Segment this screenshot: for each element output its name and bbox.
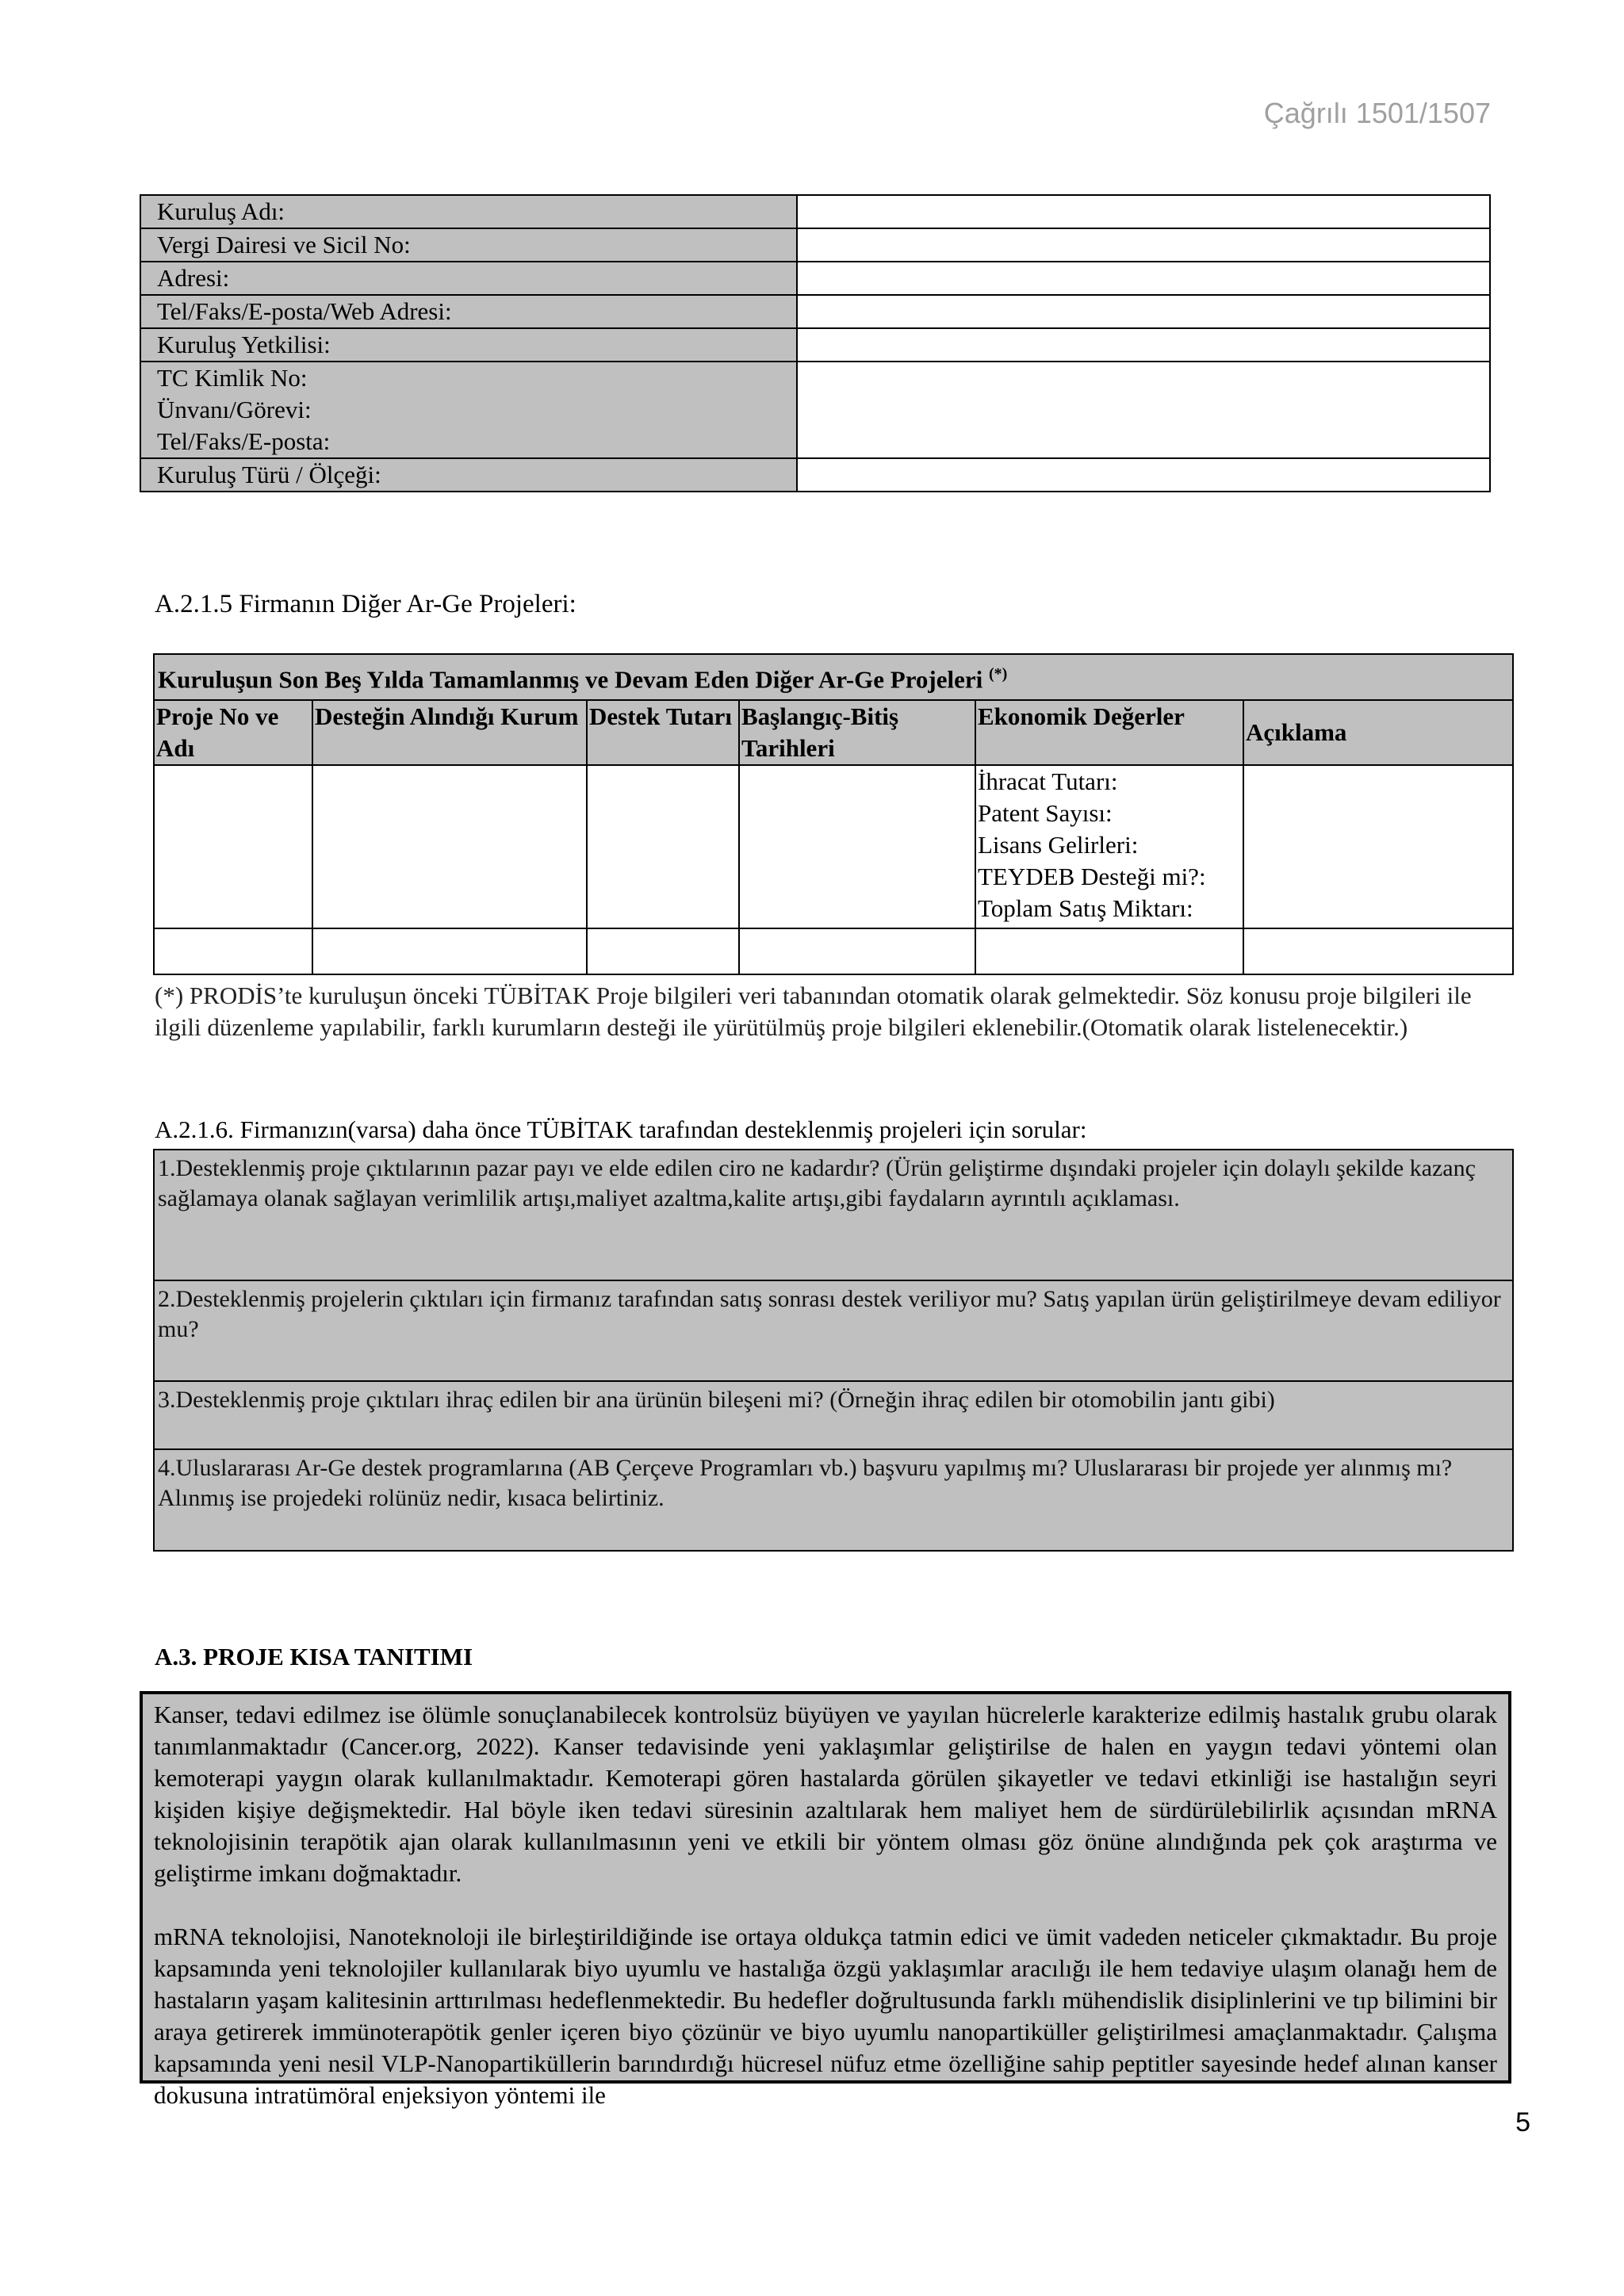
economic-value-label: İhracat Tutarı:: [978, 767, 1118, 795]
kurulus-label: Tel/Faks/E-posta/Web Adresi:: [140, 295, 797, 328]
table-cell[interactable]: [975, 928, 1243, 974]
question-1-text-cont: sağlamaya olanak sağlayan verimlilik artışı,maliyet azaltma,kalite artışı,gibi faydaların ayrıntılı açıklaması.: [158, 1185, 1180, 1211]
kurulus-label-group: [140, 362, 797, 458]
projects-table-title-cell: [154, 654, 1513, 700]
projects-table-title: Kuruluşun Son Beş Yılda Tamamlanmış ve Devam Eden Diğer Ar-Ge Projeleri: [158, 665, 983, 694]
kurulus-label: Tel/Faks/E-posta:: [157, 427, 331, 455]
col-header-dates: Başlangıç-Bitiş Tarihleri: [739, 700, 975, 765]
page-number: 5: [1515, 2107, 1530, 2137]
projects-table-title-note: (*): [989, 665, 1008, 683]
section-heading-a215: A.2.1.5 Firmanın Diğer Ar-Ge Projeleri:: [155, 590, 576, 618]
table-cell[interactable]: [739, 928, 975, 974]
kurulus-value-cell[interactable]: [797, 262, 1490, 295]
project-summary-box[interactable]: [140, 1691, 1511, 2109]
tubitak-questions-table: [153, 1149, 1514, 1552]
table-cell[interactable]: [739, 765, 975, 928]
call-header-label: Çağrılı 1501/1507: [1263, 97, 1491, 129]
kurulus-label: Vergi Dairesi ve Sicil No:: [140, 228, 797, 262]
question-1-text: 1.Desteklenmiş proje çıktılarının pazar payı ve elde edilen ciro ne kadardır? (Ürün geliştirme dışındaki projeler için dolaylı şekilde kazanç: [158, 1155, 1476, 1181]
summary-paragraph-1: Kanser, tedavi edilmez ise ölümle sonuçlanabilecek kontrolsüz büyüyen ve yayılan hücrelerle karakterize edilmiş hastalık grubu olarak tanımlanmaktadır (Cancer.org, 2022). Kanser tedavisinde yeni yaklaşımlar geliştirilse de halen en yaygın tedavi yöntemi olan kemoterapi yaygın olarak kullanılmaktadır. Kemoterapi gören hastalarda görülen şikayetler ve tedavi etkinliği ise hastalığın seyri kişiden kişiye değişmektedir. Hal böyle iken tedavi süresinin azaltılarak hem maliyet hem de sürdürülebilirlik açısından mRNA teknolojisinin terapötik ajan olarak kullanılmasının yeni ve etkili bir yöntem olması göz önüne alındığında pek çok araştırma ve geliştirme imkanı doğmaktadır.: [154, 1701, 1497, 1887]
table-cell[interactable]: [587, 928, 739, 974]
question-4-cell[interactable]: [154, 1449, 1513, 1551]
economic-value-label: TEYDEB Desteği mi?:: [978, 863, 1206, 890]
question-2-cell[interactable]: [154, 1280, 1513, 1381]
table-cell[interactable]: [312, 765, 587, 928]
table-cell[interactable]: [154, 928, 312, 974]
projects-footnote: (*) PRODİS’te kuruluşun önceki TÜBİTAK Proje bilgileri veri tabanından otomatik olarak gelmektedir. Söz konusu proje bilgileri ile ilgili düzenleme yapılabilir, farklı kurumların desteği ile yürütülmüş proje bilgileri eklenebilir.(Otomatik olarak listelenecektir.): [155, 982, 1472, 1041]
kurulus-label: Kuruluş Yetkilisi:: [140, 328, 797, 362]
summary-paragraph-2: mRNA teknolojisi, Nanoteknoloji ile birleştirildiğinde ise ortaya oldukça tatmin edici ve ümit vadeden neticeler çıkmaktadır. Bu proje kapsamında yeni teknolojiler kullanılarak biyo uyumlu ve hastalığa özgü yaklaşımlar aracılığı ile hem tedaviye ulaşım olanağı hem de hastaların yaşam kalitesinin arttırılması hedeflenmektedir. Bu hedefler doğrultusunda farklı mühendislik disiplinlerini ve tıp bilimini bir araya getirerek immünoterapötik genler içeren biyo çözünür ve biyo uyumlu nanopartiküller geliştirilmesi amaçlanmaktadır. Çalışma kapsamında yeni nesil VLP-Nanopartiküllerin barındırdığı hücresel nüfuz etme özelliğine sahip peptitler sayesinde hedef alınan kanser dokusuna intratümöral enjeksiyon yöntemi ile: [154, 1923, 1497, 2109]
kurulus-value-cell[interactable]: [797, 228, 1490, 262]
kurulus-label: Kuruluş Adı:: [140, 195, 797, 228]
table-cell[interactable]: [1243, 765, 1513, 928]
kurulus-label: Ünvanı/Görevi:: [157, 396, 312, 423]
question-1-cell[interactable]: [154, 1150, 1513, 1280]
kurulus-value-cell[interactable]: [797, 328, 1490, 362]
col-header-amount: Destek Tutarı: [587, 700, 739, 765]
kurulus-info-table: [140, 194, 1491, 492]
kurulus-value-cell[interactable]: [797, 195, 1490, 228]
table-cell[interactable]: [154, 765, 312, 928]
table-cell[interactable]: [312, 928, 587, 974]
question-3-text: 3.Desteklenmiş proje çıktıları ihraç edilen bir ana ürünün bileşeni mi? (Örneğin ihraç edilen bir otomobilin jantı gibi): [158, 1387, 1275, 1413]
other-rnd-projects-table: [153, 653, 1514, 975]
question-2-text: 2.Desteklenmiş projelerin çıktıları için firmanız tarafından satış sonrası destek veriliyor mu? Satış yapılan ürün geliştirilmeye devam ediliyor mu?: [158, 1286, 1501, 1342]
table-cell[interactable]: [1243, 928, 1513, 974]
col-header-project: Proje No ve Adı: [154, 700, 312, 765]
col-header-economic: Ekonomik Değerler: [975, 700, 1243, 765]
economic-value-label: Patent Sayısı:: [978, 799, 1113, 827]
kurulus-label: Adresi:: [140, 262, 797, 295]
col-header-institution: Desteğin Alındığı Kurum: [312, 700, 587, 765]
economic-values-cell[interactable]: [975, 765, 1243, 928]
kurulus-label: Kuruluş Türü / Ölçeği:: [140, 458, 797, 492]
economic-value-label: Lisans Gelirleri:: [978, 831, 1139, 859]
table-cell[interactable]: [587, 765, 739, 928]
section-heading-a3: A.3. PROJE KISA TANITIMI: [155, 1643, 473, 1670]
section-heading-a216: A.2.1.6. Firmanızın(varsa) daha önce TÜBİTAK tarafından desteklenmiş projeleri için sorular:: [155, 1115, 1087, 1143]
kurulus-value-cell[interactable]: [797, 295, 1490, 328]
question-4-text: 4.Uluslararası Ar-Ge destek programlarına (AB Çerçeve Programları vb.) başvuru yapılmış mı? Uluslararası bir projede yer alınmış mı? Alınmış ise projedeki rolünüz nedir, kısaca belirtiniz.: [158, 1455, 1453, 1511]
kurulus-label: TC Kimlik No:: [157, 364, 308, 392]
economic-value-label: Toplam Satış Miktarı:: [978, 894, 1193, 922]
kurulus-value-cell[interactable]: [797, 458, 1490, 492]
kurulus-value-cell[interactable]: [797, 362, 1490, 458]
question-3-cell[interactable]: [154, 1381, 1513, 1449]
col-header-description: Açıklama: [1243, 700, 1513, 765]
